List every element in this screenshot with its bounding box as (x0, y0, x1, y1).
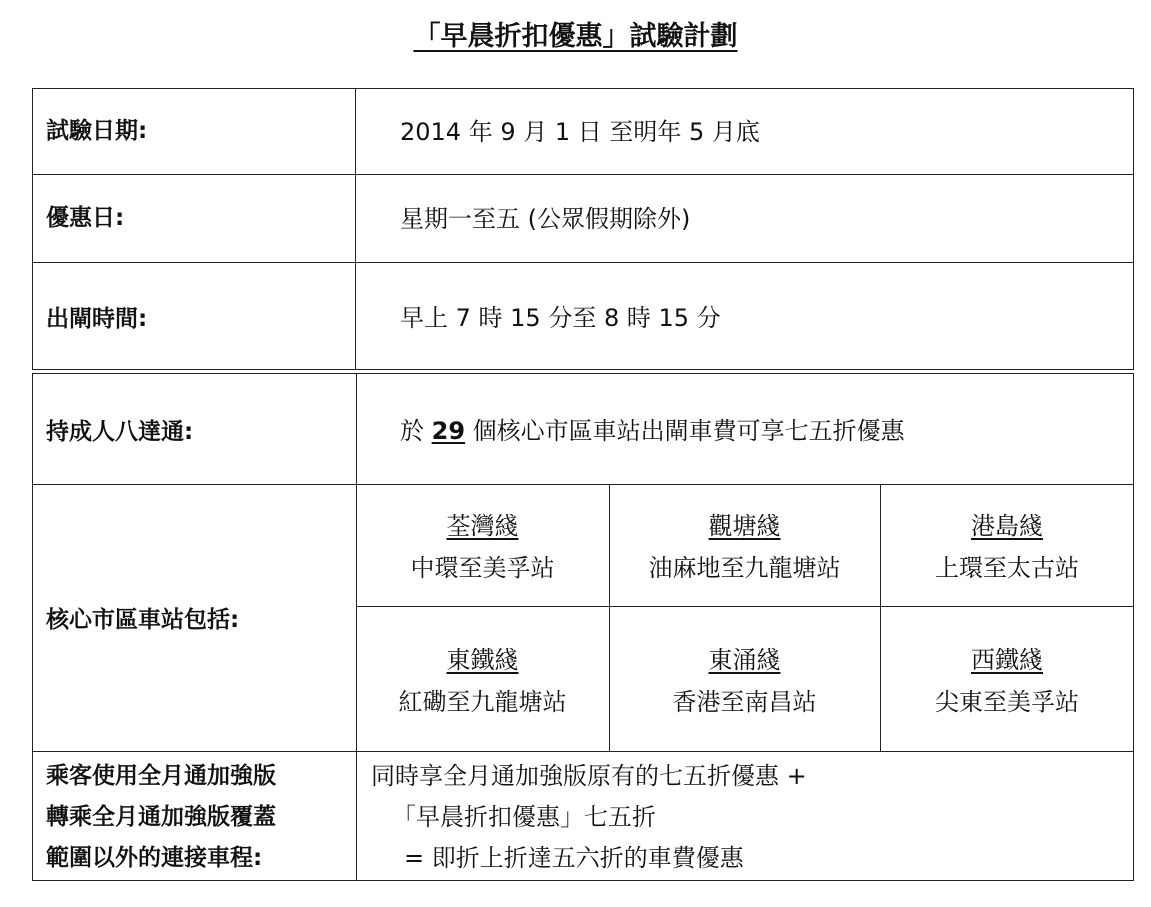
station-cell-tung-chung (609, 639, 880, 723)
station-range: 上環至太古站 (935, 554, 1079, 582)
trial-date-label: 試驗日期: (46, 118, 148, 144)
octopus-value-prefix: 於 (400, 417, 432, 445)
octopus-label: 持成人八達通: (46, 419, 194, 445)
station-cell-kwun-tong (609, 505, 880, 589)
station-count: 29 (431, 417, 466, 445)
row-divider (32, 174, 1134, 175)
discount-days-label: 優惠日: (46, 205, 125, 231)
exit-time-label: 出閘時間: (46, 306, 148, 332)
line-name: 港島綫 (971, 512, 1043, 540)
station-range: 中環至美孚站 (410, 554, 555, 582)
row-divider (32, 484, 1134, 485)
station-range: 香港至南昌站 (672, 688, 817, 716)
station-range: 紅磡至九龍塘站 (398, 688, 567, 716)
monthly-pass-value-line-3: = 即折上折達五六折的車費優惠 (404, 844, 744, 872)
exit-time-value: 早上 7 時 15 分至 8 時 15 分 (400, 304, 721, 332)
octopus-value (400, 419, 905, 443)
trial-date-value: 2014 年 9 月 1 日 至明年 5 月底 (400, 118, 760, 146)
station-cell-island (880, 505, 1134, 589)
monthly-pass-value-line-2: 「早晨折扣優惠」七五折 (392, 803, 656, 831)
row-divider (356, 606, 1134, 607)
title-text: 「早晨折扣優惠」試驗計劃 (413, 21, 738, 52)
column-divider (356, 373, 357, 881)
octopus-value-suffix: 個核心市區車站出閘車費可享七五折優惠 (465, 417, 905, 445)
monthly-pass-label-line-1: 乘客使用全月通加強版 (46, 763, 276, 789)
monthly-pass-label-line-3: 範圍以外的連接車程: (46, 845, 263, 871)
line-name: 觀塘綫 (708, 512, 781, 540)
discount-days-value: 星期一至五 (公眾假期除外) (400, 205, 691, 233)
column-divider (355, 88, 356, 370)
monthly-pass-value-line-1: 同時享全月通加強版原有的七五折優惠 + (371, 762, 807, 790)
station-range: 尖東至美孚站 (935, 688, 1079, 716)
station-range: 油麻地至九龍塘站 (648, 554, 841, 582)
station-cell-east-rail (356, 639, 609, 723)
line-name: 荃灣綫 (446, 512, 519, 540)
station-cell-tsuen-wan (356, 505, 609, 589)
row-divider (32, 751, 1134, 752)
line-name: 東鐵綫 (446, 646, 519, 674)
line-name: 西鐵綫 (971, 646, 1043, 674)
monthly-pass-label-line-2: 轉乘全月通加強版覆蓋 (46, 804, 276, 830)
station-cell-west-rail (880, 639, 1134, 723)
line-name: 東涌綫 (708, 646, 781, 674)
core-stations-label: 核心市區車站包括: (46, 607, 240, 633)
page-title (0, 14, 1151, 53)
row-divider (32, 262, 1134, 263)
